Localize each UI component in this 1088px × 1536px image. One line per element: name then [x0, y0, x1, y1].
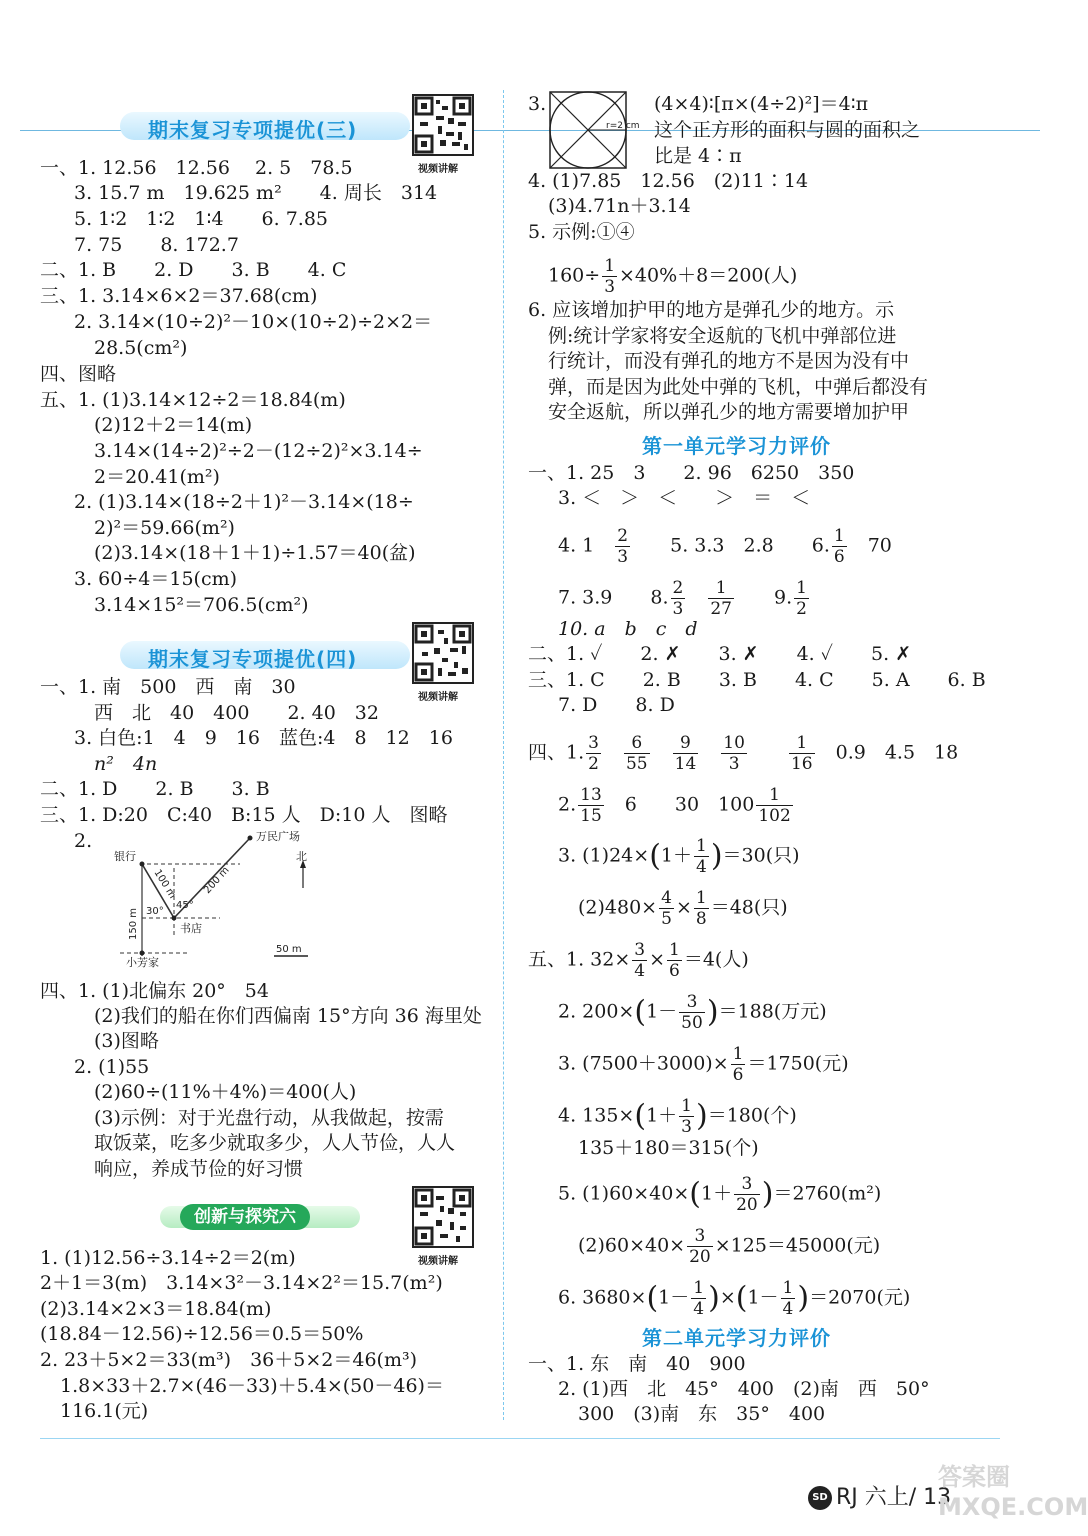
fraction: $\frac{2}{3}$ [617, 526, 629, 567]
answer-line: 7. 3.9 8. $\frac{2}{3}$ $\frac{1}{27}$ 9. $\frac{1}{2}$ [558, 578, 807, 619]
section-title-review-4: 期末复习专项提优(四) [148, 647, 358, 671]
answer-line: (2)3.14×(18＋1＋1)÷1.57＝40(盆) [94, 542, 416, 564]
answer-line: 四、1. $\frac{3}{2}$ $\frac{6}{55}$ $\frac{9}{14}$ $\frac{10}{3}$ $\frac{1}{16}$ 0.9 4.5 18 [528, 733, 959, 774]
answer-line: 弹，而是因为此处中弹的飞机，中弹后都没有 [548, 376, 929, 398]
qr-code-icon[interactable] [412, 1186, 474, 1248]
answer-line: 2. (1)西 北 45° 400 (2)南 西 50° [558, 1378, 930, 1400]
fraction: $\frac{1}{2}$ [796, 578, 807, 619]
answer-line: 一、1. 南 500 西 南 30 [40, 676, 296, 698]
map-label-200m: 200 m [202, 864, 232, 897]
qr-pattern-icon [414, 96, 472, 154]
page-number: RJ 六上/ 13 [836, 1485, 952, 1510]
fraction: $\frac{1}{8}$ [695, 888, 707, 929]
answer-line: 取饭菜，吃多少就取多少，人人节俭，人人 [94, 1132, 456, 1154]
answer-line: (2)3.14×2×3＝18.84(m) [40, 1298, 272, 1320]
answer-line: 160÷ $\frac{1}{3}$ ×40%＋8＝200(人) [548, 256, 798, 297]
answer-line: 2＝20.41(m²) [94, 466, 220, 488]
qr-pattern-icon [414, 1188, 472, 1246]
answer-line: (3)示例：对于光盘行动，从我做起，按需 [94, 1107, 444, 1129]
answer-line: 10. a b c d [558, 618, 698, 640]
fraction: $\frac{3}{4}$ [634, 940, 646, 981]
fraction: $\frac{3}{20}$ [689, 1226, 711, 1267]
map-label-100m: 100 m [151, 867, 178, 901]
answer-line: 2＋1＝3(m) 3.14×3²－3.14×2²＝15.7(m²) [40, 1272, 443, 1294]
answer-line: 2. 23＋5×2＝33(m³) 36＋5×2＝46(m³) [40, 1349, 417, 1371]
answer-line: 三、1. D:20 C:40 B:15 人 D:10 人 图略 [40, 804, 448, 826]
answer-line: 行统计，而没有弹孔的地方不是因为没有中 [548, 350, 910, 372]
answer-line: (3)图略 [94, 1030, 159, 1052]
fraction: $\frac{3}{2}$ [588, 733, 599, 774]
fraction: $\frac{1}{3}$ [604, 256, 616, 297]
answer-line: 比是 4∶π [654, 145, 742, 167]
answer-line: (2)12＋2＝14(m) [94, 414, 253, 436]
answer-line: 2. [74, 830, 93, 852]
fraction: $\frac{1}{16}$ [790, 733, 813, 774]
answer-line: 四、图略 [40, 363, 117, 385]
answer-line: (4×4)∶[π×(4÷2)²]＝4∶π [654, 93, 869, 115]
fraction: $\frac{6}{55}$ [625, 733, 648, 774]
answer-line: 5. 示例:①④ [528, 221, 635, 243]
answer-line: 3. (1)24×(1＋ $\frac{1}{4}$ )＝30(只) [558, 836, 800, 877]
answer-line: 西 北 40 400 2. 40 32 [94, 702, 379, 724]
watermark: 答案圈 MXQE.COM [938, 1463, 1088, 1521]
answer-line: 1.8×33＋2.7×(46－33)＋5.4×(50－46)＝ [60, 1375, 444, 1397]
answer-line: 116.1(元) [60, 1400, 149, 1422]
answer-line: (2)60×40× $\frac{3}{20}$ ×125＝45000(元) [578, 1226, 881, 1267]
answer-line: 4. 1 $\frac{2}{3}$ 5. 3.3 2.8 6. $\frac{1}{6}$ 70 [558, 526, 892, 567]
answer-line: 2. 3.14×(10÷2)²－10×(10÷2)÷2×2＝ [74, 311, 433, 333]
answer-line: 6. 应该增加护甲的地方是弹孔少的地方。示 [528, 299, 895, 321]
answer-line: 二、1. D 2. B 3. B [40, 778, 270, 800]
fraction: $\frac{1}{4}$ [782, 1278, 794, 1319]
answer-line: 一、1. 东 南 40 900 [528, 1353, 746, 1375]
answer-line: 四、1. (1)北偏东 20° 54 [40, 980, 269, 1002]
answer-line: 3. [528, 93, 547, 115]
square-circle-figure [548, 90, 648, 170]
answer-line: 4. (1)7.85 12.56 (2)11∶14 [528, 170, 809, 192]
answer-line: 28.5(cm²) [94, 337, 188, 359]
fraction: $\frac{1}{4}$ [696, 836, 707, 877]
map-label-square: 万民广场 [256, 830, 300, 843]
answer-line: 五、1. (1)3.14×12÷2＝18.84(m) [40, 389, 346, 411]
section-title-unit-1: 第一单元学习力评价 [642, 434, 831, 458]
answer-line: 3. 白色:1 4 9 16 蓝色:4 8 12 16 [74, 727, 453, 749]
fraction: $\frac{10}{3}$ [723, 733, 745, 774]
answer-line: (2)我们的船在你们西偏南 15°方向 36 海里处 [94, 1005, 482, 1027]
answer-line: 3. 15.7 m 19.625 m² 4. 周长 314 [74, 182, 438, 204]
column-divider [503, 90, 504, 1420]
map-label-north: 北 [296, 850, 307, 863]
fraction: $\frac{13}{15}$ [580, 785, 602, 826]
answer-line: 5. 1∶2 1∶2 1∶4 6. 7.85 [74, 208, 329, 230]
answer-line: (18.84－12.56)÷12.56＝0.5＝50% [40, 1323, 364, 1345]
map-label-45: 45° [176, 900, 194, 911]
answer-line: 二、1. ✓ 2. ✗ 3. ✗ 4. ✓ 5. ✗ [528, 643, 912, 665]
answer-line: 三、1. C 2. B 3. B 4. C 5. A 6. B [528, 669, 986, 691]
answer-line: 2. (1)3.14×(18÷2＋1)²－3.14×(18÷ [74, 491, 414, 513]
section-title-explore-6: 创新与探究六 [180, 1204, 310, 1230]
answer-line: (2)60÷(11%＋4%)＝400(人) [94, 1081, 357, 1103]
answer-line: 2. $\frac{13}{15}$ 6 30 100 $\frac{1}{102}$ [558, 785, 791, 826]
answer-line: 1. (1)12.56÷3.14÷2＝2(m) [40, 1247, 296, 1269]
answer-line: 这个正方形的面积与圆的面积之 [654, 119, 921, 141]
answer-line: 300 (3)南 东 35° 400 [578, 1403, 826, 1425]
qr-pattern-icon [414, 624, 472, 682]
footer-rule [40, 1438, 1000, 1439]
map-label-30: 30° [146, 906, 164, 917]
answer-line: 安全返航，所以弹孔少的地方需要增加护甲 [548, 401, 910, 423]
fraction: $\frac{1}{6}$ [833, 526, 845, 567]
answer-line: 一、1. 12.56 12.56 2. 5 78.5 [40, 157, 353, 179]
answer-line: 3. (7500＋3000)× $\frac{1}{6}$ ＝1750(元) [558, 1044, 849, 1085]
answer-line: 6. 3680×(1－ $\frac{1}{4}$ )×(1－ $\frac{1}{4}$ )＝2070(元) [558, 1278, 911, 1319]
answer-line: n² 4n [94, 753, 158, 775]
answer-line: 3.14×(14÷2)²÷2－(12÷2)²×3.14÷ [94, 440, 423, 462]
answer-line: 响应，养成节俭的好习惯 [94, 1158, 304, 1180]
page-footer [808, 1480, 951, 1511]
section-title-review-3: 期末复习专项提优(三) [148, 118, 358, 142]
fraction: $\frac{4}{5}$ [661, 888, 672, 929]
answer-line: 3. ＜ ＞ ＜ ＞ ＝ ＜ [558, 487, 811, 509]
answer-line: (2)480× $\frac{4}{5}$ × $\frac{1}{8}$ ＝48(只) [578, 888, 788, 929]
fraction: $\frac{1}{102}$ [758, 785, 791, 826]
answer-line: 五、1. 32× $\frac{3}{4}$ × $\frac{1}{6}$ ＝4(人) [528, 940, 749, 981]
fraction: $\frac{3}{20}$ [736, 1174, 758, 1215]
answer-line: 一、1. 25 3 2. 96 6250 350 [528, 462, 855, 484]
fraction: $\frac{1}{27}$ [710, 578, 732, 619]
section-title-unit-2: 第二单元学习力评价 [642, 1326, 831, 1350]
map-label-bank: 银行 [114, 850, 136, 863]
fraction: $\frac{3}{50}$ [681, 992, 703, 1033]
qr-code-icon[interactable] [412, 94, 474, 156]
answer-line: 4. 135×(1＋ $\frac{1}{3}$ )＝180(个) [558, 1096, 797, 1137]
answer-line: 5. (1)60×40×(1＋ $\frac{3}{20}$ )＝2760(m²) [558, 1174, 882, 1215]
fraction: $\frac{1}{6}$ [732, 1044, 744, 1085]
answer-line: 135＋180＝315(个) [578, 1137, 759, 1159]
answer-line: (3)4.71n＋3.14 [548, 195, 691, 217]
qr-code-icon[interactable] [412, 622, 474, 684]
fraction: $\frac{1}{4}$ [693, 1278, 705, 1319]
answer-line: 2)²＝59.66(m²) [94, 517, 235, 539]
map-label-home: 小芳家 [126, 956, 159, 969]
fraction: $\frac{1}{6}$ [669, 940, 680, 981]
qr-caption: 视频讲解 [418, 692, 458, 703]
answer-line: 2. 200×(1－ $\frac{3}{50}$ )＝188(万元) [558, 992, 827, 1033]
map-label-bookstore: 书店 [180, 922, 202, 935]
radius-label: r=2 cm [606, 121, 640, 131]
answer-line: 三、1. 3.14×6×2＝37.68(cm) [40, 285, 318, 307]
qr-caption: 视频讲解 [418, 1256, 458, 1267]
qr-caption: 视频讲解 [418, 164, 458, 175]
fraction: $\frac{2}{3}$ [672, 578, 684, 619]
map-label-scale: 50 m [276, 944, 302, 955]
answer-line: 例:统计学家将安全返航的飞机中弹部位进 [548, 325, 897, 347]
map-diagram [90, 828, 350, 973]
fraction: $\frac{9}{14}$ [674, 733, 697, 774]
answer-line: 二、1. B 2. D 3. B 4. C [40, 259, 347, 281]
answer-line: 7. D 8. D [558, 694, 675, 716]
fraction: $\frac{1}{3}$ [681, 1096, 692, 1137]
answer-line: 3. 60÷4＝15(cm) [74, 568, 238, 590]
answer-line: 3.14×15²＝706.5(cm²) [94, 594, 309, 616]
answer-line: 2. (1)55 [74, 1056, 150, 1078]
publisher-badge-icon: SD [808, 1486, 832, 1510]
map-label-150m: 150 m [128, 907, 139, 940]
answer-line: 7. 75 8. 172.7 [74, 234, 239, 256]
